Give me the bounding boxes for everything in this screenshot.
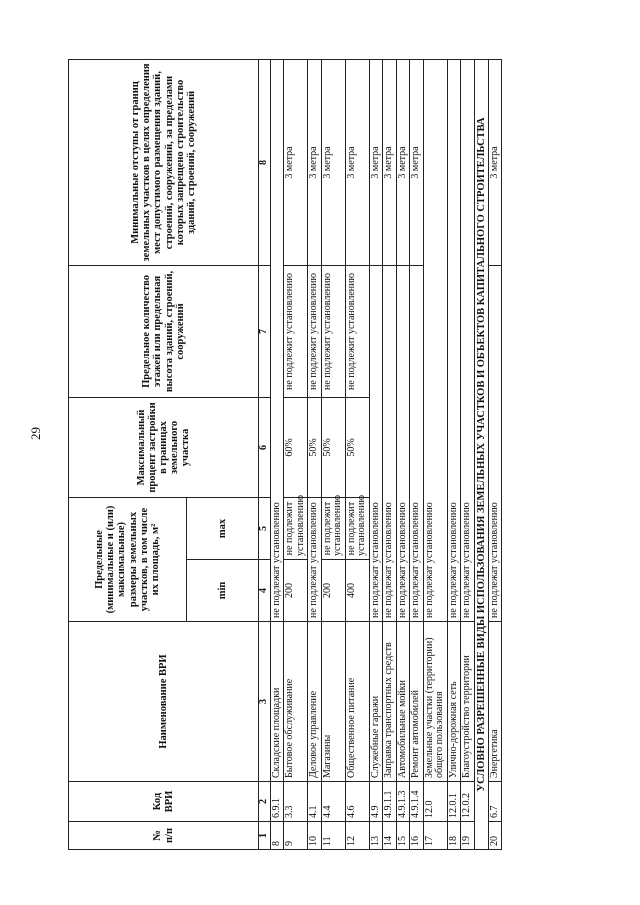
- table-row: 19 12.0.2 Благоустройство территории не подлежат установлению: [461, 59, 475, 849]
- header-min: min: [187, 560, 259, 622]
- table-row: 10 4.1 Деловое управление не подлежат установлению 50% не подлежит установлению 3 метра: [308, 59, 322, 849]
- header-floors: Предельное количество этажей или предельная высота зданий, строений, сооружений: [69, 265, 259, 397]
- page-number: 29: [28, 427, 43, 440]
- table-row: 16 4.9.1.4 Ремонт автомобилей не подлежат установлению 3 метра: [410, 59, 424, 849]
- header-n: № п/п: [69, 822, 259, 850]
- table-row: 9 3.3 Бытовое обслуживание 200 не подлежит установлению 60% не подлежит установлению 3 метра: [284, 59, 308, 849]
- table-row: 17 12.0 Земельные участки (территории) общего пользования не подлежат установлению: [423, 59, 447, 849]
- regulations-table: [68, 59, 502, 850]
- table-row: 8 6.9.1 Складские площадки не подлежат установлению: [270, 59, 284, 849]
- rotated-table-container: [68, 60, 590, 850]
- table-row: 11 4.4 Магазины 200 не подлежит установлению 50% не подлежит установлению 3 метра: [321, 59, 345, 849]
- section-banner: УСЛОВНО РАЗРЕШЕННЫЕ ВИДЫ ИСПОЛЬЗОВАНИЯ ЗЕМЕЛЬНЫХ УЧАСТКОВ И ОБЪЕКТОВ КАПИТАЛЬНОГО СТРОИТЕЛЬСТВА: [474, 59, 488, 849]
- header-code: Код ВРИ: [69, 782, 259, 822]
- table-row: 14 4.9.1.1 Заправка транспортных средств не подлежат установлению 3 метра: [383, 59, 397, 849]
- table-row: 15 4.9.1.3 Автомобильные мойки не подлежат установлению 3 метра: [396, 59, 410, 849]
- table-row: 13 4.9 Служебные гаражи не подлежат установлению 3 метра: [369, 59, 383, 849]
- header-name: Наименование ВРИ: [69, 622, 259, 782]
- header-sizes: Предельные (минимальные и (или) максимальные) размеры земельных участков, в том числе их площадь, м²: [69, 497, 187, 621]
- header-setback: Минимальные отступы от границ земельных участков в целях определения мест допустимого размещения зданий, строений, сооружений, за пределами которых запрещено строительство зданий, строений, сооружений: [69, 59, 259, 265]
- table-row: 18 12.0.1 Улично-дорожная сеть не подлежат установлению: [447, 59, 461, 849]
- header-max: max: [187, 497, 259, 559]
- table-row: 12 4.6 Общественное питание 400 не подлежит установлению 50% не подлежит установлению 3 метра: [345, 59, 369, 849]
- header-pct: Максимальный процент застройки в границах земельного участка: [69, 397, 259, 497]
- column-number-row: 1 2 3 4 5 6 7 8: [259, 59, 271, 849]
- table-row: 20 6.7 Энергетика не подлежат установлению 3 метра: [488, 59, 502, 849]
